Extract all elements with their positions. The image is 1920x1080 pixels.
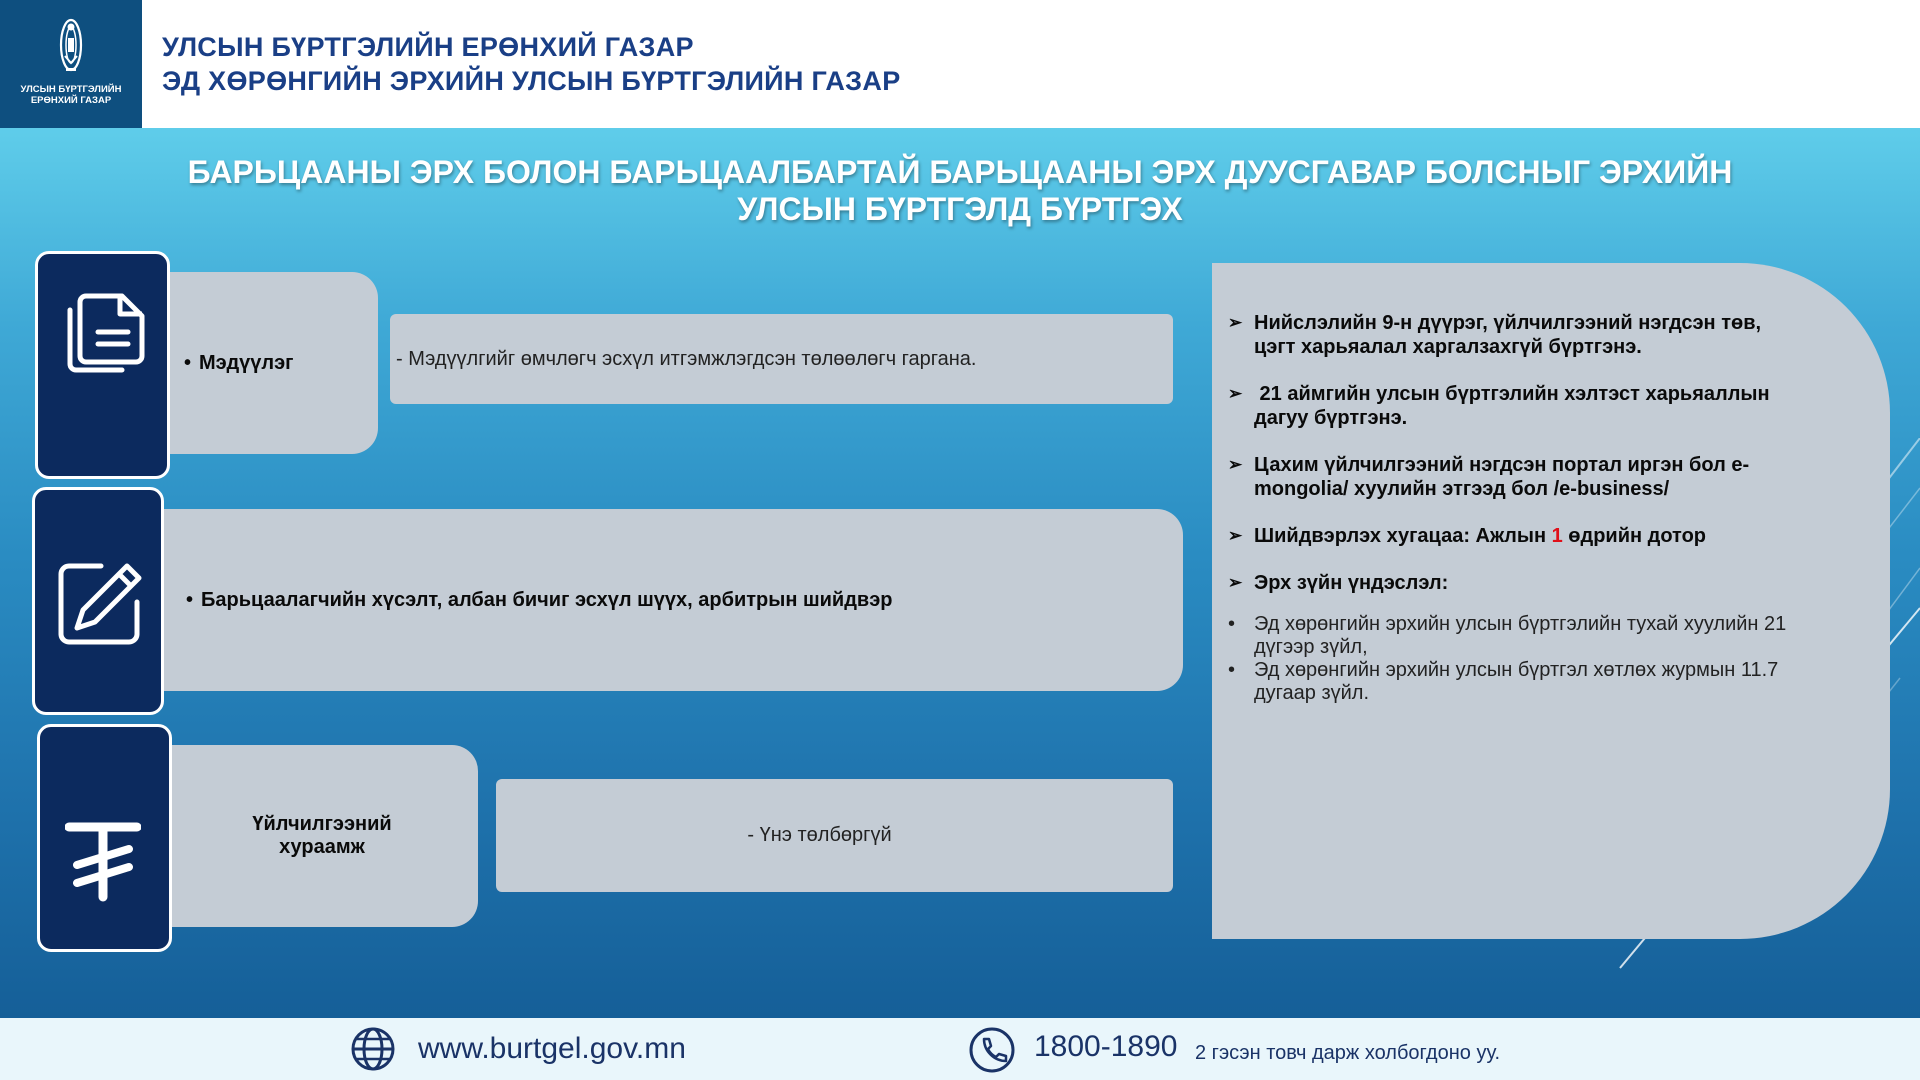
row-label-statement: • Мэдүүлэг — [166, 272, 378, 454]
emblem-icon — [52, 16, 90, 78]
document-copy-icon — [64, 292, 148, 376]
row-icon-tile-statement — [35, 251, 170, 479]
info-item-e-portal: ➢ Цахим үйлчилгээний нэгдсэн портал иргэн бол e- mongolia/ хуулийн этгээд бол /e-business/ — [1228, 454, 1750, 500]
logo[interactable] — [0, 0, 142, 128]
row-icon-tile-pledgee-request — [32, 487, 164, 715]
main-panel — [0, 128, 1920, 1018]
website-link[interactable]: www.burtgel.gov.mn — [418, 1032, 686, 1065]
tugrik-currency-icon — [65, 819, 141, 903]
legal-basis-procedure-article: • Эд хөрөнгийн эрхийн улсын бүртгэл хөтлөх журмын 11.7 дугаар зүйл. — [1228, 659, 1779, 704]
row-desc-statement: - Мэдүүлгийг өмчлөгч эсхүл итгэмжлэгдсэн төлөөлөгч гаргана. — [390, 314, 1173, 404]
header — [0, 0, 1920, 128]
pencil-edit-icon — [57, 560, 143, 646]
org-name-secondary: ЭД ХӨРӨНГИЙН ЭРХИЙН УЛСЫН БҮРТГЭЛИЙН ГАЗАР — [162, 66, 901, 96]
globe-icon — [350, 1026, 396, 1072]
org-name-primary: УЛСЫН БҮРТГЭЛИЙН ЕРӨНХИЙ ГАЗАР — [162, 32, 694, 62]
phone-number-link[interactable]: 1800-1890 — [1034, 1030, 1178, 1063]
info-item-provinces: ➢ 21 аймгийн улсын бүртгэлийн хэлтэст харьяаллын дагуу бүртгэнэ. — [1228, 383, 1770, 429]
logo-text: УЛСЫН БҮРТГЭЛИЙН ЕРӨНХИЙ ГАЗАР — [20, 84, 122, 106]
processing-days-value: 1 — [1551, 525, 1563, 547]
row-label-service-fee: Үйлчилгээний хураамж — [166, 745, 478, 927]
row-desc-service-fee: - Үнэ төлбөргүй — [496, 779, 1173, 892]
phone-icon — [968, 1026, 1016, 1074]
arrow-bullet-icon: ➢ — [1228, 313, 1243, 332]
arrow-bullet-icon: ➢ — [1228, 384, 1243, 403]
info-item-legal-basis: ➢ Эрх зүйн үндэслэл: — [1228, 572, 1449, 594]
info-panel — [1212, 263, 1890, 939]
arrow-bullet-icon: ➢ — [1228, 455, 1243, 474]
footer — [0, 1018, 1920, 1080]
arrow-bullet-icon: ➢ — [1228, 573, 1243, 592]
info-item-capital-districts: ➢ Нийслэлийн 9-н дүүрэг, үйлчилгээний нэгдсэн төв, цэгт харьяалал харгалзахгүй бүртгэнэ. — [1228, 312, 1762, 358]
info-item-processing-time: ➢ Шийдвэрлэх хугацаа: Ажлын 1 өдрийн дотор — [1228, 525, 1707, 547]
phone-note: 2 гэсэн товч дарж холбогдоно уу. — [1195, 1042, 1500, 1064]
info-list — [1228, 311, 1838, 705]
legal-basis-law-article: • Эд хөрөнгийн эрхийн улсын бүртгэлийн тухай хуулийн 21 дүгээр зүйл, — [1228, 613, 1787, 658]
arrow-bullet-icon: ➢ — [1228, 526, 1243, 545]
page-title: БАРЬЦААНЫ ЭРХ БОЛОН БАРЬЦААЛБАРТАЙ БАРЬЦААНЫ ЭРХ ДУУСГАВАР БОЛСНЫГ ЭРХИЙН УЛСЫН БҮРТГЭЛД БҮРТГЭХ — [187, 154, 1733, 227]
row-label-pledgee-request: • Барьцаалагчийн хүсэлт, албан бичиг эсхүл шүүх, арбитрын шийдвэр — [160, 509, 1183, 691]
row-icon-tile-service-fee — [37, 724, 172, 952]
